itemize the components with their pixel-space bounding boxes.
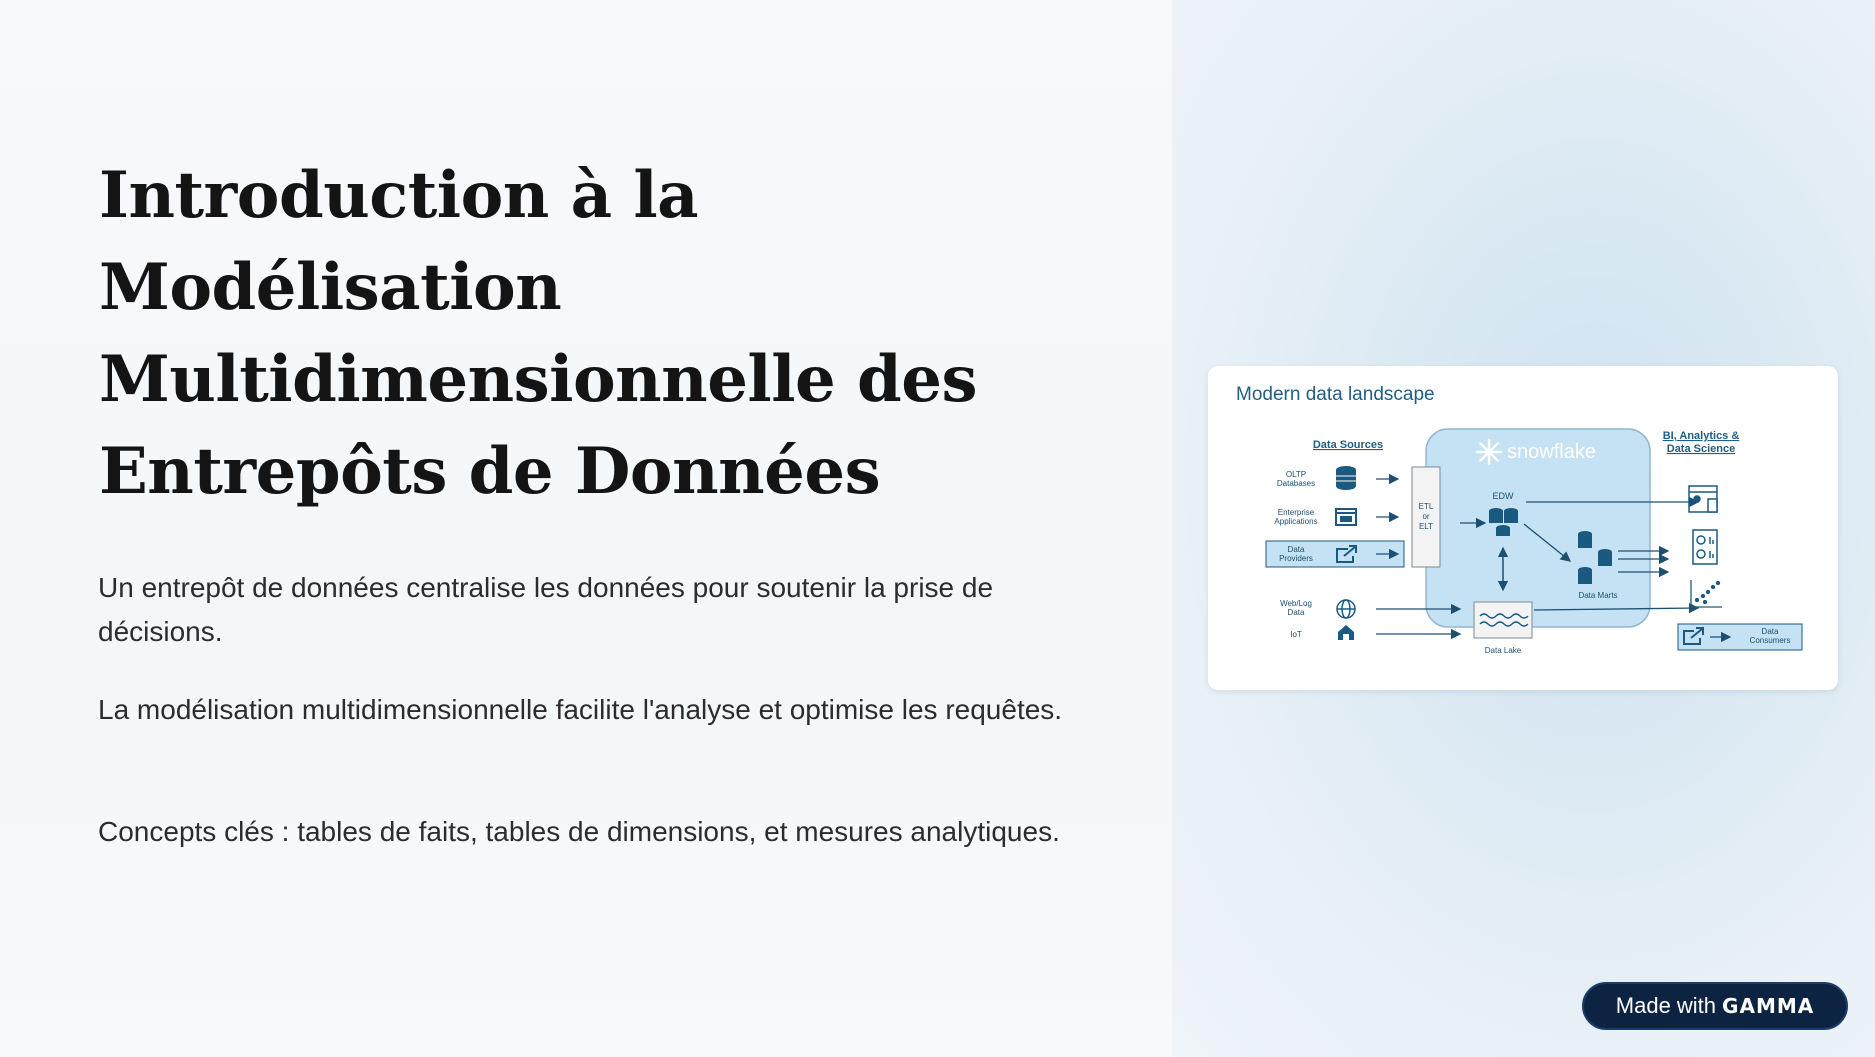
paragraph: Un entrepôt de données centralise les données pour soutenir la prise de décisions.	[98, 572, 994, 647]
consumers-label: Consumers	[1749, 636, 1791, 645]
title-line: Entrepôts de Données	[99, 434, 881, 509]
data-marts-label: Data Marts	[1578, 591, 1618, 600]
snowflake-logo-icon	[1477, 440, 1501, 464]
slide-title	[99, 150, 1059, 518]
sources-header: Data Sources	[1312, 439, 1384, 451]
source-label: Databases	[1276, 479, 1316, 488]
consumers-header: BI, Analytics &	[1662, 430, 1740, 442]
gamma-logo: GAMMA	[1722, 994, 1815, 1018]
source-label: Applications	[1274, 517, 1318, 526]
made-with-gamma-badge[interactable]	[1582, 982, 1848, 1030]
source-label: OLTP	[1285, 470, 1307, 479]
application-window-icon	[1336, 509, 1356, 525]
data-lake-label: Data Lake	[1484, 646, 1522, 655]
dashboard-icon	[1689, 486, 1717, 512]
source-label: Enterprise	[1277, 508, 1315, 517]
consumers-header: Data Science	[1666, 443, 1736, 455]
iot-device-icon	[1338, 625, 1354, 642]
etl-label: ETL	[1418, 502, 1434, 511]
source-label: Data	[1287, 608, 1305, 617]
globe-icon	[1337, 600, 1355, 618]
title-line: Multidimensionnelle des	[99, 342, 978, 417]
paragraph: Concepts clés : tables de faits, tables de dimensions, et mesures analytiques.	[98, 816, 1060, 847]
scatter-plot-icon	[1691, 580, 1722, 607]
snowflake-wordmark: snowflake	[1507, 441, 1596, 463]
database-icon	[1336, 466, 1356, 490]
source-label: IoT	[1290, 630, 1302, 639]
consumers-label: Data	[1761, 627, 1779, 636]
source-label: Providers	[1279, 554, 1313, 563]
source-label: Data	[1287, 545, 1305, 554]
report-charts-icon	[1693, 530, 1717, 564]
title-line: Introduction à la	[99, 158, 699, 233]
data-landscape-diagram	[1208, 366, 1838, 690]
edw-label: EDW	[1492, 491, 1514, 501]
title-line: Modélisation	[99, 250, 562, 325]
data-lake-box	[1474, 602, 1532, 638]
badge-prefix: Made with	[1615, 993, 1717, 1018]
source-label: Web/Log	[1280, 599, 1312, 608]
etl-label: or	[1422, 512, 1430, 521]
diagram-card	[1208, 366, 1838, 690]
diagram-title: Modern data landscape	[1236, 384, 1435, 405]
paragraph: La modélisation multidimensionnelle facilite l'analyse et optimise les requêtes.	[98, 694, 1063, 725]
etl-label: ELT	[1418, 522, 1434, 531]
